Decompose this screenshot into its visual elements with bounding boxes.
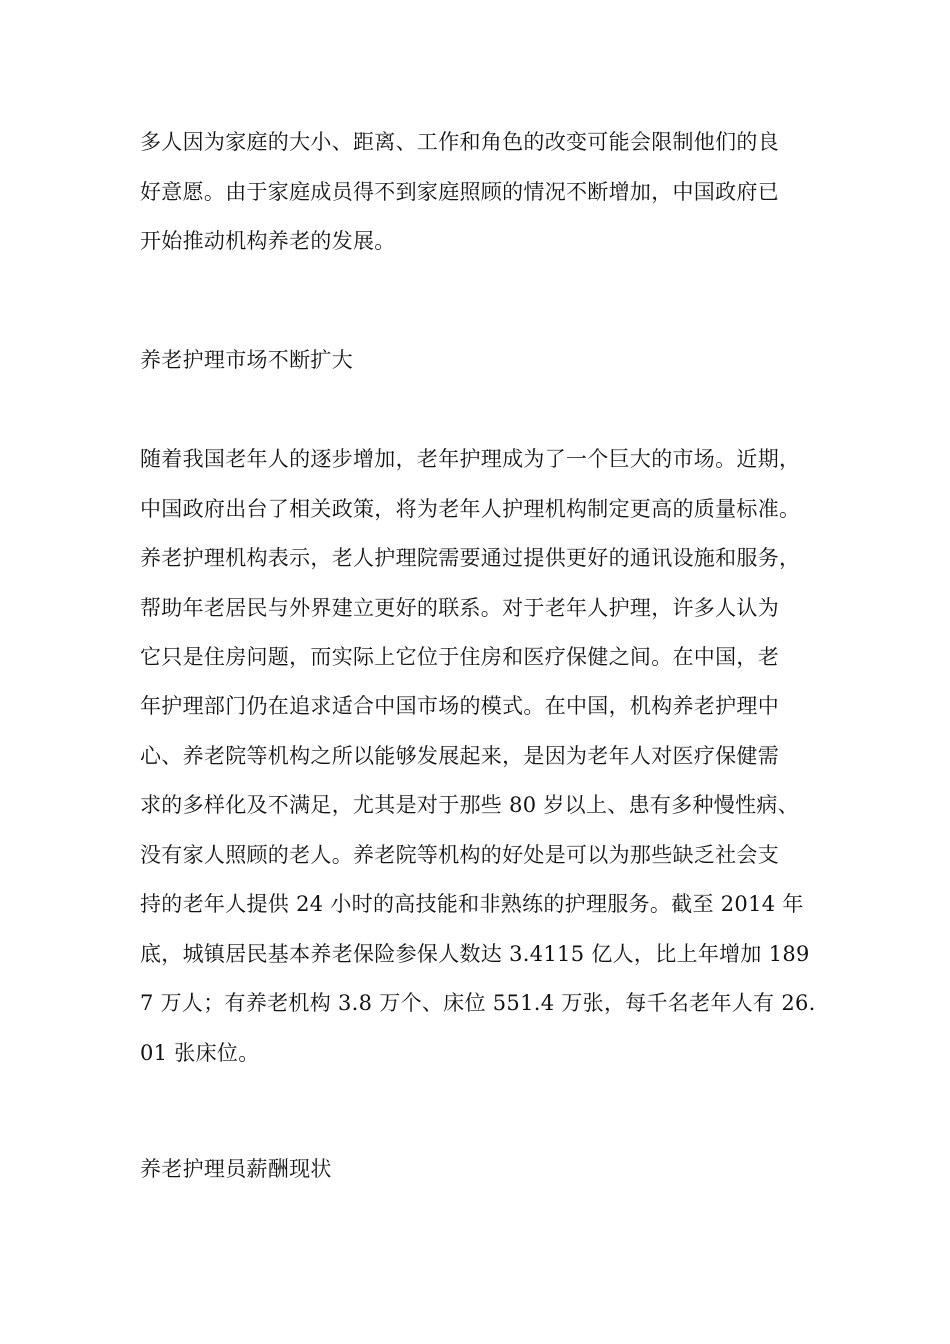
market-line-13: 01 张床位。 [140, 1041, 260, 1065]
market-line-8: 求的多样化及不满足，尤其是对于那些 80 岁以上、患有多种慢性病、 [140, 793, 799, 817]
heading-market: 养老护理市场不断扩大 [140, 348, 353, 372]
intro-line-1: 多人因为家庭的大小、距离、工作和角色的改变可能会限制他们的良 [140, 130, 779, 154]
market-line-7: 心、养老院等机构之所以能够发展起来，是因为老年人对医疗保健需 [140, 744, 779, 768]
market-line-10: 持的老年人提供 24 小时的高技能和非熟练的护理服务。截至 2014 年 [140, 892, 804, 916]
market-line-4: 帮助年老居民与外界建立更好的联系。对于老年人护理，许多人认为 [140, 596, 779, 620]
market-line-3: 养老护理机构表示，老人护理院需要通过提供更好的通讯设施和服务， [140, 546, 801, 570]
intro-line-3: 开始推动机构养老的发展。 [140, 229, 396, 253]
market-line-9: 没有家人照顾的老人。养老院等机构的好处是可以为那些缺乏社会支 [140, 843, 779, 867]
market-line-11: 底，城镇居民基本养老保险参保人数达 3.4115 亿人，比上年增加 189 [140, 942, 810, 966]
market-line-1: 随着我国老年人的逐步增加，老年护理成为了一个巨大的市场。近期， [140, 447, 801, 471]
market-line-2: 中国政府出台了相关政策，将为老年人护理机构制定更高的质量标准。 [140, 497, 801, 521]
intro-line-2: 好意愿。由于家庭成员得不到家庭照顾的情况不断增加，中国政府已 [140, 180, 779, 204]
market-line-6: 年护理部门仍在追求适合中国市场的模式。在中国，机构养老护理中 [140, 694, 779, 718]
market-line-12: 7 万人；有养老机构 3.8 万个、床位 551.4 万张，每千名老年人有 26. [140, 991, 816, 1015]
heading-salary: 养老护理员薪酬现状 [140, 1157, 332, 1181]
market-line-5: 它只是住房问题，而实际上它位于住房和医疗保健之间。在中国，老 [140, 645, 779, 669]
